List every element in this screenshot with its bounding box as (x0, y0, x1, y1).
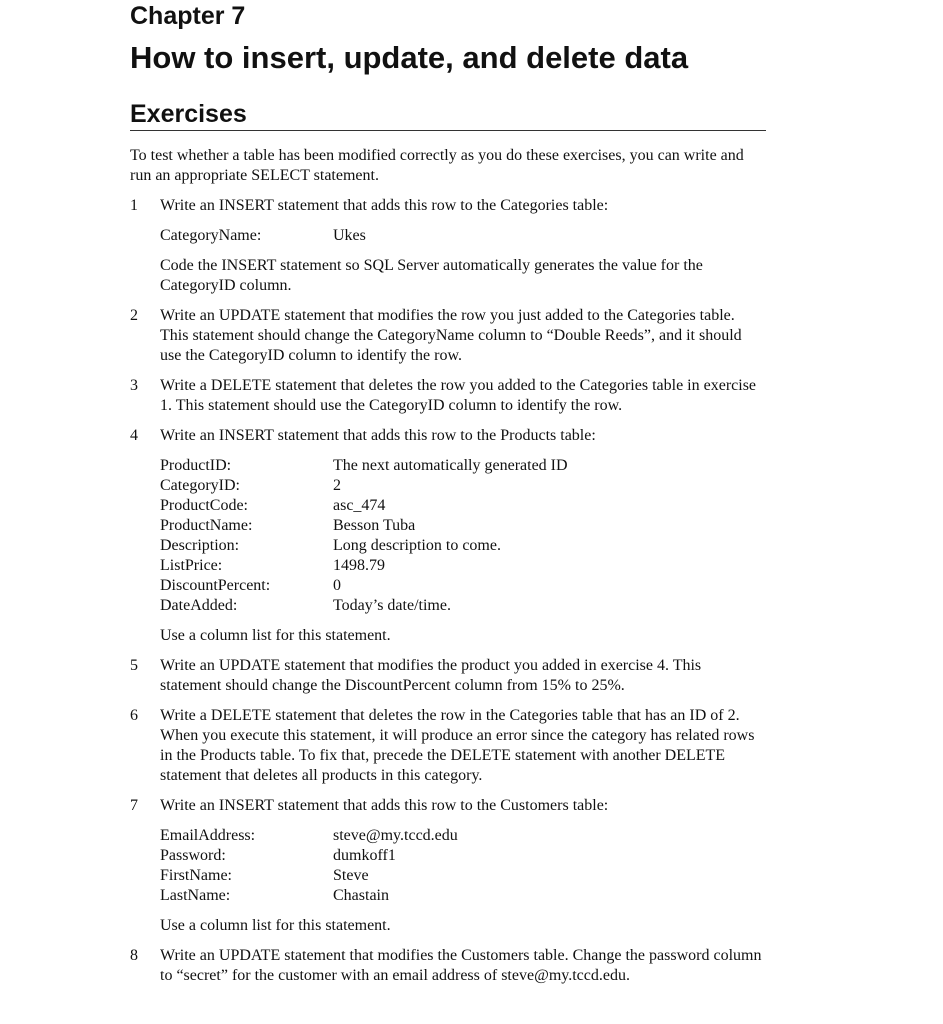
section-divider (130, 130, 766, 131)
field-key: FirstName: (160, 867, 232, 884)
exercise-text: Write an INSERT statement that adds this row to the Products table: (160, 427, 596, 444)
exercise-content (160, 196, 766, 296)
field-value: Chastain (333, 887, 389, 904)
field-key: Description: (160, 537, 240, 554)
field-key: Password: (160, 847, 226, 864)
exercise-number: 4 (130, 427, 138, 444)
exercise-text: Write an UPDATE statement that modifies the Customers table. Change the password column to “secret” for the customer with an email address of steve@my.tccd.edu. (160, 947, 762, 984)
field-key: DiscountPercent: (160, 577, 271, 594)
exercise-text: Write a DELETE statement that deletes the row you added to the Categories table in exercise 1. This statement should use the CategoryID column to identify the row. (160, 377, 757, 414)
exercise-number: 8 (130, 947, 138, 964)
exercise-content (160, 796, 766, 936)
field-value: 0 (333, 577, 341, 594)
field-key: CategoryID: (160, 477, 240, 494)
field-value: Today’s date/time. (333, 597, 451, 614)
chapter-label: Chapter 7 (130, 2, 246, 30)
exercise-1 (130, 196, 766, 296)
exercise-number: 3 (130, 377, 138, 394)
exercise-8 (130, 946, 766, 986)
exercise-content (160, 426, 766, 646)
field-key: ProductID: (160, 457, 232, 474)
field-key: ProductName: (160, 517, 253, 534)
exercise-content (160, 706, 766, 786)
exercise-note: Use a column list for this statement. (160, 917, 391, 934)
exercise-note: Code the INSERT statement so SQL Server automatically generates the value for the CategoryID column. (160, 257, 703, 294)
section-heading: Exercises (130, 100, 247, 128)
exercise-text: Write a DELETE statement that deletes the row in the Categories table that has an ID of 2. When you execute this statement, it will produce an error since the category has related rows in the Products table. To fix that, precede the DELETE statement with another DELETE statement that deletes all products in this category. (160, 707, 755, 784)
field-value: Long description to come. (333, 537, 501, 554)
exercise-number: 2 (130, 307, 138, 324)
exercise-7 (130, 796, 766, 936)
exercise-2 (130, 306, 766, 366)
field-list (160, 226, 766, 246)
field-list (160, 826, 766, 906)
field-value: Steve (333, 867, 369, 884)
exercise-number: 6 (130, 707, 138, 724)
intro-paragraph: To test whether a table has been modified correctly as you do these exercises, you can write and run an appropriate SELECT statement. (130, 147, 744, 184)
exercise-text: Write an INSERT statement that adds this row to the Categories table: (160, 197, 609, 214)
field-key: LastName: (160, 887, 231, 904)
field-value: Besson Tuba (333, 517, 416, 534)
field-key: DateAdded: (160, 597, 238, 614)
exercise-6 (130, 706, 766, 786)
exercise-content (160, 306, 766, 366)
exercise-4 (130, 426, 766, 646)
page-title: How to insert, update, and delete data (130, 40, 689, 75)
exercise-number: 1 (130, 197, 138, 214)
exercise-content (160, 376, 766, 416)
exercise-5 (130, 656, 766, 696)
field-value: 2 (333, 477, 341, 494)
field-key: EmailAddress: (160, 827, 256, 844)
field-key: CategoryName: (160, 227, 262, 244)
exercise-body (130, 146, 766, 996)
exercise-number: 5 (130, 657, 138, 674)
exercise-3 (130, 376, 766, 416)
exercise-note: Use a column list for this statement. (160, 627, 391, 644)
field-key: ProductCode: (160, 497, 248, 514)
field-value: steve@my.tccd.edu (333, 827, 458, 844)
exercise-content (160, 946, 766, 986)
field-value: asc_474 (333, 497, 386, 514)
exercise-text: Write an UPDATE statement that modifies the product you added in exercise 4. This statement should change the DiscountPercent column from 15% to 25%. (160, 657, 702, 694)
field-value: 1498.79 (333, 557, 385, 574)
field-value: dumkoff1 (333, 847, 396, 864)
exercise-text: Write an UPDATE statement that modifies the row you just added to the Categories table. This statement should change the CategoryName column to “Double Reeds”, and it should use the CategoryID column to identify the row. (160, 307, 742, 364)
field-value: The next automatically generated ID (333, 457, 568, 474)
exercise-number: 7 (130, 797, 138, 814)
exercise-content (160, 656, 766, 696)
exercise-text: Write an INSERT statement that adds this row to the Customers table: (160, 797, 609, 814)
field-key: ListPrice: (160, 557, 223, 574)
field-list (160, 456, 766, 616)
field-value: Ukes (333, 227, 366, 244)
